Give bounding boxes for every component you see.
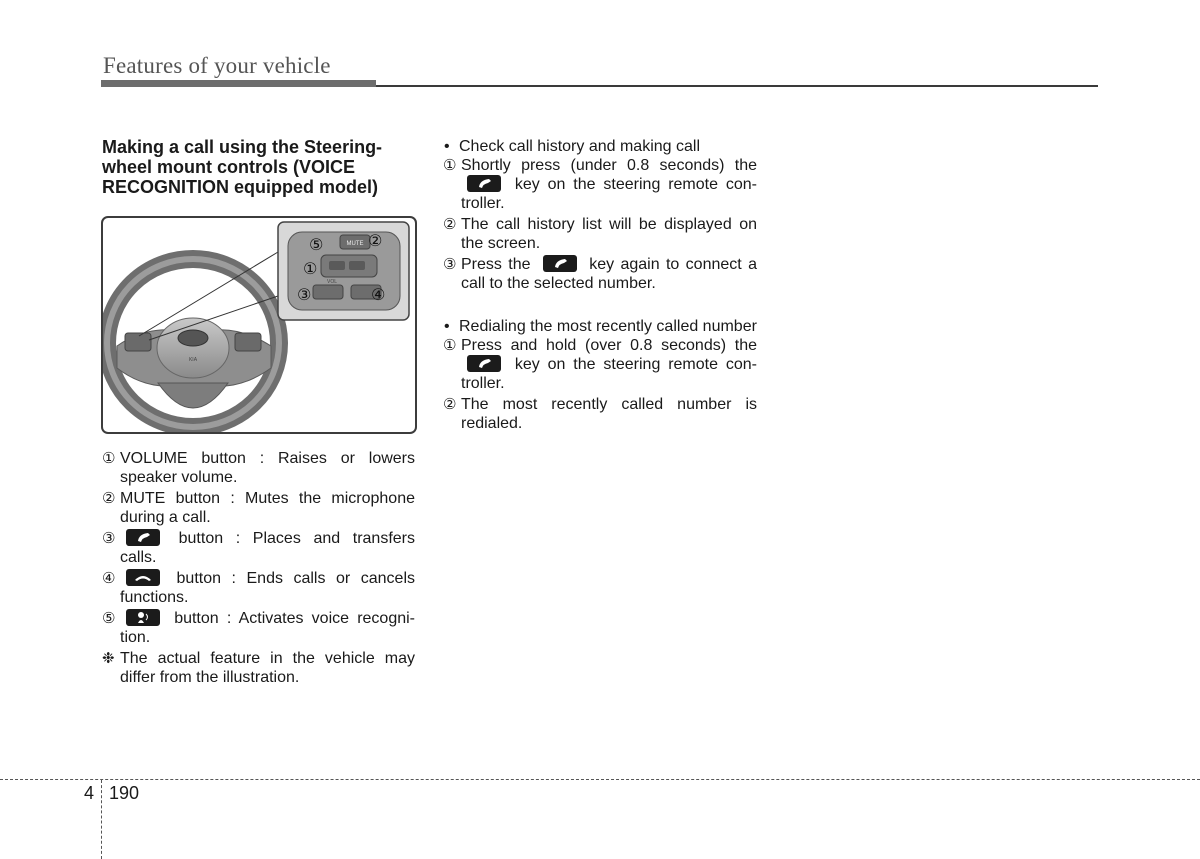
bullet-dot: • — [444, 318, 450, 335]
callout-1: ① — [303, 259, 318, 278]
phone-call-key-icon — [126, 529, 160, 546]
item-text: button : Ends calls or cancels functions. — [120, 570, 416, 606]
item-text: The actual feature in the vehicle may differ from the illustration. — [120, 650, 415, 686]
item-marker: ④ — [102, 570, 116, 587]
step-text-before: Press the — [461, 256, 531, 273]
phone-call-key-icon — [467, 175, 501, 192]
step-marker: ① — [443, 157, 457, 174]
step-text-after: key again to connect a call to the selected number. — [461, 256, 757, 292]
page-number: 190 — [109, 783, 140, 803]
bullet-text: Redialing the most recently called number — [459, 318, 757, 335]
instructions-column — [443, 137, 757, 435]
mute-key-label: MUTE — [346, 241, 364, 247]
list-item — [102, 609, 415, 647]
footer-divider — [0, 779, 1200, 780]
item-text: button : Activates voice recogni-tion. — [120, 610, 415, 646]
item-marker: ② — [102, 490, 116, 507]
item-text: VOLUME button : Raises or lowers speaker volume. — [120, 450, 415, 486]
step-marker: ② — [443, 396, 457, 413]
item-marker: ❉ — [102, 650, 115, 667]
step-text: The call history list will be displayed on the screen. — [461, 216, 757, 252]
list-item — [102, 569, 415, 607]
step-item — [443, 156, 757, 213]
step-text-before: Press and hold (over 0.8 seconds) the — [461, 337, 757, 354]
callout-2: ② — [368, 231, 383, 250]
phone-end-key-icon — [126, 569, 160, 586]
list-item — [102, 649, 415, 687]
step-item — [443, 336, 757, 393]
svg-text:KIA: KIA — [188, 357, 198, 363]
bullet-dot: • — [444, 138, 450, 155]
step-text-after: key on the steering remote con-troller. — [461, 356, 757, 392]
step-marker: ③ — [443, 256, 457, 273]
step-marker: ② — [443, 216, 457, 233]
footer-vertical-divider — [101, 780, 102, 859]
bullet-item — [443, 317, 757, 336]
step-text-after: key on the steering remote con-troller. — [461, 176, 757, 212]
phone-call-key-icon — [543, 255, 577, 272]
item-marker: ⑤ — [102, 610, 116, 627]
phone-call-key-icon — [467, 355, 501, 372]
header-rule-thick — [101, 80, 376, 87]
item-text: button : Places and transfers calls. — [120, 530, 415, 566]
vol-label: VOL — [327, 279, 338, 285]
list-item — [102, 529, 415, 567]
bullet-item — [443, 137, 757, 156]
list-item — [102, 449, 415, 487]
header-rule-thin — [376, 85, 1098, 87]
step-item — [443, 255, 757, 293]
voice-recognition-key-icon — [126, 609, 160, 626]
step-marker: ① — [443, 337, 457, 354]
step-item — [443, 215, 757, 253]
header-title: Features of your vehicle — [103, 53, 331, 78]
list-item — [102, 489, 415, 527]
step-text-before: Shortly press (under 0.8 seconds) the — [461, 157, 757, 174]
step-text: The most recently called number is redialed. — [461, 396, 757, 432]
callout-4: ④ — [371, 285, 386, 304]
chapter-number: 4 — [84, 783, 95, 803]
item-marker: ① — [102, 450, 116, 467]
steering-wheel-illustration — [103, 218, 415, 432]
step-item — [443, 395, 757, 433]
item-text: MUTE button : Mutes the microphone during a call. — [120, 490, 415, 526]
bullet-text: Check call history and making call — [459, 138, 700, 155]
section-heading: Making a call using the Steering-wheel mount controls (VOICE RECOGNITION equipped model) — [102, 137, 383, 197]
callout-5: ⑤ — [309, 235, 324, 254]
item-marker: ③ — [102, 530, 116, 547]
button-legend-list — [102, 449, 415, 689]
callout-3: ③ — [297, 285, 312, 304]
steering-wheel-figure — [101, 216, 417, 434]
